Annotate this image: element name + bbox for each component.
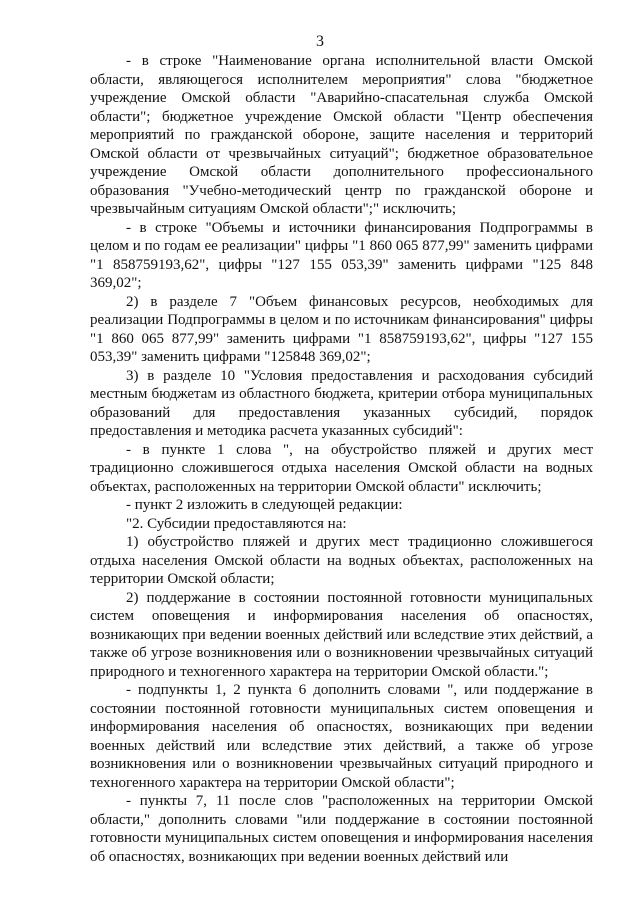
paragraph: - пункт 2 изложить в следующей редакции: <box>126 497 403 513</box>
paragraph: - в строке "Объемы и источники финансирования Подпрограммы в целом и по годам ее реализации" цифры "1 860 065 877,99" заменить цифрами "1 858759193,62", цифры "127 155 053,39" заменить цифрами "125 848 369,02"; <box>90 219 593 291</box>
paragraph: - в пункте 1 слова ", на обустройство пляжей и других мест традиционно сложившегося отдыха населения Омской области на водных объектах, расположенных на территории Омской области" исключить; <box>90 441 593 495</box>
paragraph: 2) поддержание в состоянии постоянной готовности муниципальных систем оповещения и информирования населения об опасностях, возникающих при ведении военных действий или вследствие этих действий, а также об угрозе возникновения или о возникновении чрезвычайных ситуаций природного и техногенного характера на территории Омской области."; <box>90 589 593 680</box>
paragraph: "2. Субсидии предоставляются на: <box>126 515 347 532</box>
paragraph: 3) в разделе 10 "Условия предоставления и расходования субсидий местным бюджетам из областного бюджета, критерии отбора муниципальных образований для предоставления указанных субсидий, порядок предоставления и методика расчета указанных субсидий": <box>90 367 593 439</box>
paragraph: - пункты 7, 11 после слов "расположенных на территории Омской области," дополнить словами "или поддержание в состоянии постоянной готовности муниципальных систем оповещения и информирования населения об опасностях, возникающих при ведении военных действий или <box>90 793 593 865</box>
paragraph: - подпункты 1, 2 пункта 6 дополнить словами ", или поддержание в состоянии постоянной готовности муниципальных систем оповещения и информирования населения об опасностях, возникающих при ведении военных действий или вследствие этих действий, а также об угрозе возникновения или о возникновении чрезвычайных ситуаций природного и техногенного характера на территории Омской области"; <box>90 682 593 791</box>
paragraph: 2) в разделе 7 "Объем финансовых ресурсов, необходимых для реализации Подпрограммы в целом и по источникам финансирования" цифры "1 860 065 877,99" заменить цифрами "1 858759193,62", цифры "127 155 053,39" заменить цифрами "125848 369,02"; <box>90 293 593 365</box>
document-body <box>90 52 593 866</box>
paragraph: 1) обустройство пляжей и других мест традиционно сложившегося отдыха населения Омской области на водных объектах, расположенных на территории Омской области; <box>90 534 593 587</box>
paragraph: - в строке "Наименование органа исполнительной власти Омской области, являющегося исполнителем мероприятия" слова "бюджетное учреждение Омской области "Аварийно-спасательная служба Омской области"; бюджетное учреждение Омской области "Центр обеспечения мероприятий по гражданской обороне, защите населения и территорий Омской области от чрезвычайных ситуаций"; бюджетное образовательное учреждение Омской области дополнительного профессионального образования "Учебно-методический центр по гражданской обороне и чрезвычайным ситуациям Омской области";" исключить; <box>90 53 593 217</box>
page-number: 3 <box>316 33 324 50</box>
